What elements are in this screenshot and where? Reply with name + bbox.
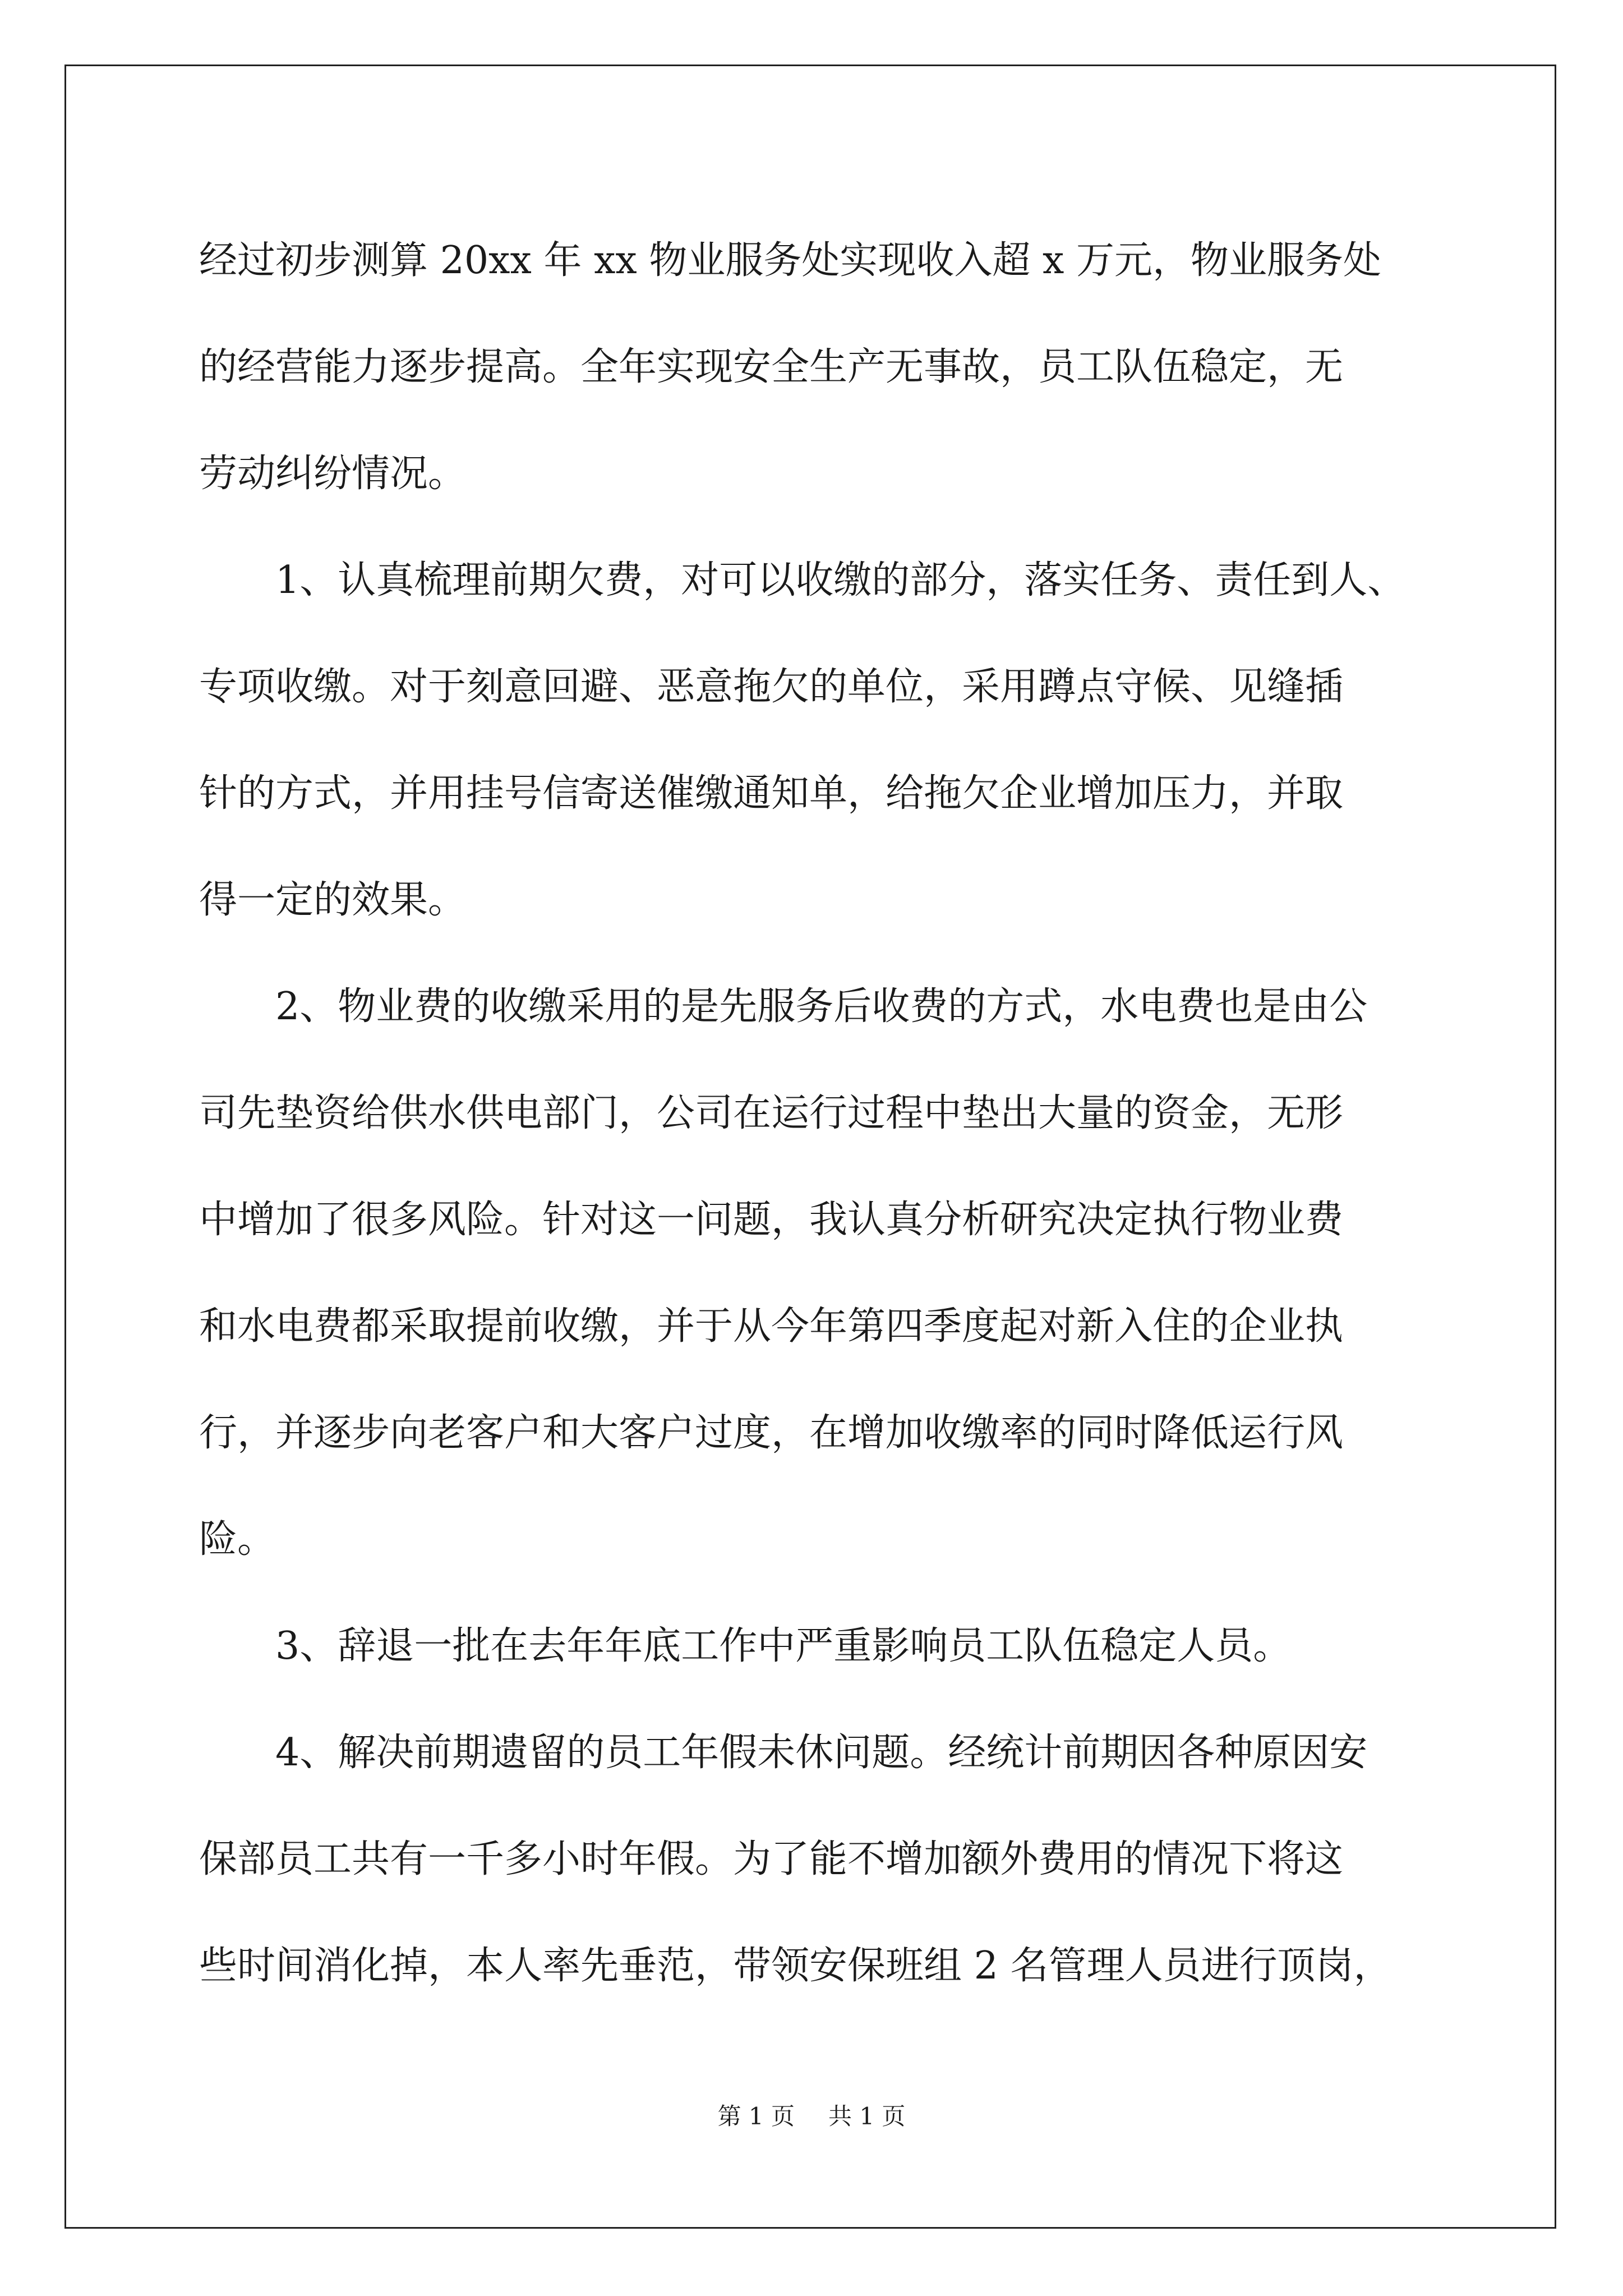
text-line: 4、解决前期遗留的员工年假未休问题。经统计前期因各种原因安 <box>275 1731 1368 1775</box>
page-footer <box>0 2098 1623 2132</box>
page-number-total: 共 1 页 <box>828 2102 906 2130</box>
text-line: 专项收缴。对于刻意回避、恶意拖欠的单位，采用蹲点守候、见缝插 <box>199 665 1344 709</box>
text-line: 的经营能力逐步提高。全年实现安全生产无事故，员工队伍稳定，无 <box>199 345 1344 389</box>
text-line: 司先垫资给供水供电部门，公司在运行过程中垫出大量的资金，无形 <box>199 1091 1344 1135</box>
text-line: 2、物业费的收缴采用的是先服务后收费的方式，水电费也是由公 <box>275 984 1368 1029</box>
text-line: 行，并逐步向老客户和大客户过度，在增加收缴率的同时降低运行风 <box>199 1411 1344 1455</box>
text-line: 1、认真梳理前期欠费，对可以收缴的部分，落实任务、责任到人、 <box>275 558 1406 602</box>
text-line: 些时间消化掉，本人率先垂范，带领安保班组 2 名管理人员进行顶岗， <box>199 1944 1392 1988</box>
text-line: 3、辞退一批在去年年底工作中严重影响员工队伍稳定人员。 <box>275 1624 1292 1668</box>
text-line: 中增加了很多风险。针对这一问题，我认真分析研究决定执行物业费 <box>199 1198 1344 1242</box>
text-line: 劳动纠纷情况。 <box>199 452 467 496</box>
page-number-current: 第 1 页 <box>717 2102 795 2130</box>
text-line: 经过初步测算 20xx 年 xx 物业服务处实现收入超 x 万元，物业服务处 <box>199 238 1381 283</box>
text-line: 保部员工共有一千多小时年假。为了能不增加额外费用的情况下将这 <box>199 1837 1344 1881</box>
text-line: 和水电费都采取提前收缴，并于从今年第四季度起对新入住的企业执 <box>199 1304 1344 1349</box>
document-body <box>199 208 1422 2019</box>
text-line: 险。 <box>199 1517 276 1562</box>
text-line: 得一定的效果。 <box>199 878 467 922</box>
text-line: 针的方式，并用挂号信寄送催缴通知单，给拖欠企业增加压力，并取 <box>199 771 1344 816</box>
